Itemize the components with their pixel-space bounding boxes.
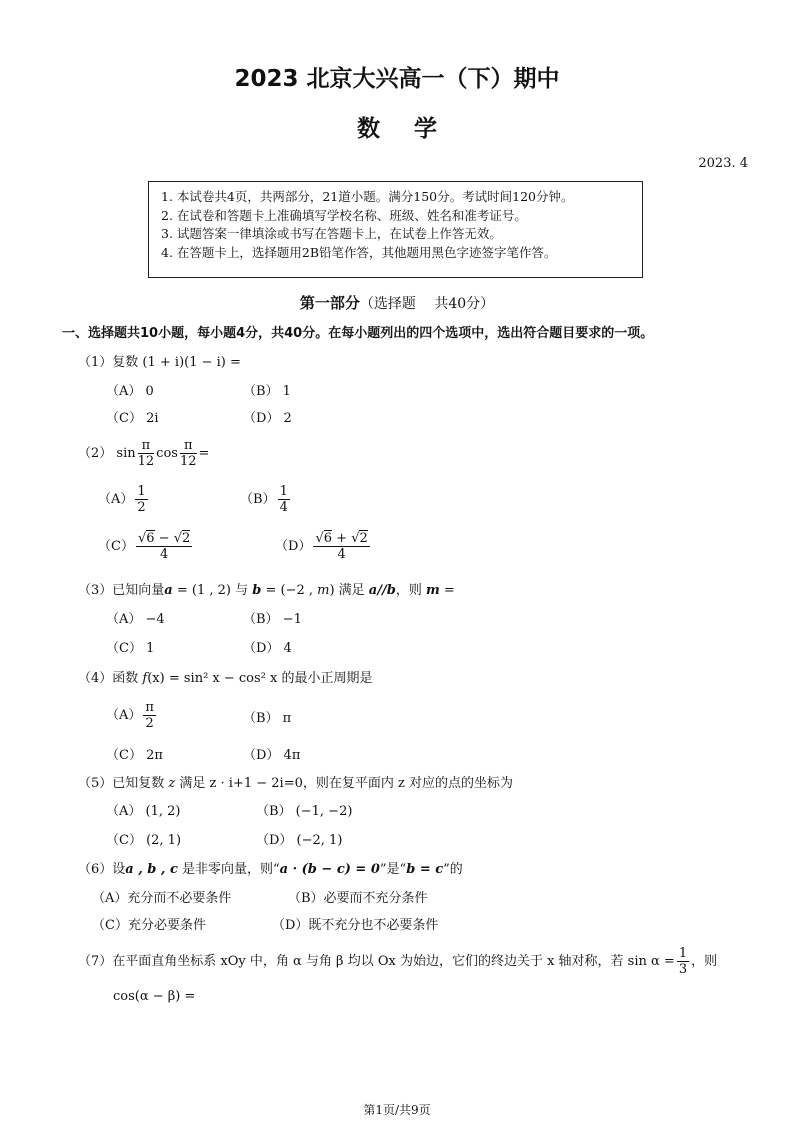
q4-option-a: （A） $\frac{\pi}{2}$ — [106, 700, 154, 731]
q1-stem: （1）复数 — [78, 355, 139, 370]
q1-expr: (1 + i)(1 − i) = — [142, 355, 241, 370]
question-4: （4）函数 f(x) = sin² x − cos² x 的最小正周期是 — [78, 671, 373, 686]
q1-option-c: （C） 2i — [106, 411, 159, 426]
q4-option-c: （C） 2π — [106, 748, 163, 763]
q6-option-d: （D）既不充分也不必要条件 — [272, 918, 439, 933]
question-5: （5）已知复数 z 满足 z · i+1 − 2i=0，则在复平面内 z 对应的点的坐标为 — [78, 776, 513, 791]
notice-box — [148, 181, 643, 278]
subject-title: 数学 — [357, 116, 471, 142]
q6-option-c: （C）充分必要条件 — [92, 918, 206, 933]
notice-line: 2. 在试卷和答题卡上准确填写学校名称、班级、姓名和准考证号。 — [161, 207, 527, 223]
q3-option-d: （D） 4 — [243, 641, 292, 656]
question-7-line2: cos(α − β) = — [113, 989, 196, 1004]
q2-option-b: （B） $\frac{1}{4}$ — [240, 484, 288, 515]
question-1 — [78, 351, 241, 370]
q7-frac: $\frac{1}{3}$ — [678, 946, 688, 977]
q6-option-b: （B）必要而不充分条件 — [288, 891, 428, 906]
q1-option-b: （B） 1 — [243, 384, 291, 399]
page-title: 2023 北京大兴高一（下）期中 — [234, 66, 560, 92]
q3-option-c: （C） 1 — [106, 641, 155, 656]
q2-eq: = — [198, 446, 210, 461]
q4-option-b: （B） π — [243, 711, 292, 726]
q2-frac-sin: $\frac{\pi}{12}$ — [137, 438, 155, 469]
q2-frac-cos: $\frac{\pi}{12}$ — [179, 438, 197, 469]
q3-option-b: （B） −1 — [243, 612, 302, 627]
q3-option-a: （A） −4 — [106, 612, 165, 627]
q5-option-c: （C） (2, 1) — [106, 833, 182, 848]
notice-line: 4. 在答题卡上，选择题用2B铅笔作答，其他题用黑色字迹签字笔作答。 — [161, 244, 557, 260]
part-title: 第一部分 — [299, 294, 360, 312]
q5-option-d: （D） (−2, 1) — [256, 833, 343, 848]
question-3: （3）已知向量a = (1 , 2) 与 b = (−2 , m) 满足 a//b，则 m = — [78, 583, 455, 598]
q2-option-a: （A） $\frac{1}{2}$ — [98, 484, 146, 515]
page-footer: 第1页/共9页 — [363, 1103, 431, 1117]
exam-date: 2023. 4 — [698, 156, 748, 171]
question-2 — [78, 438, 209, 469]
q5-option-b: （B） (−1, −2) — [256, 804, 353, 819]
q4-option-d: （D） 4π — [243, 748, 301, 763]
q2-option-c: （C） $\frac{√6 - √2}{4}$ — [98, 531, 191, 562]
part-heading — [0, 292, 794, 313]
section-heading: 一、选择题共10小题，每小题4分，共40分。在每小题列出的四个选项中，选出符合题目要求的一项。 — [62, 326, 654, 341]
q5-option-a: （A） (1, 2) — [106, 804, 181, 819]
q6-option-a: （A）充分而不必要条件 — [92, 891, 232, 906]
notice-line: 3. 试题答案一律填涂或书写在答题卡上，在试卷上作答无效。 — [161, 226, 502, 241]
question-7: （7）在平面直角坐标系 xOy 中，角 α 与角 β 均以 Ox 为始边，它们的终边关于 x 轴对称，若 sin α = $\frac{1}{3}$ ，则 — [78, 946, 718, 977]
part-note: （选择题 共40分） — [359, 296, 495, 312]
q2-sin: sin — [116, 446, 136, 461]
q2-option-d: （D） $\frac{√6 + √2}{4}$ — [275, 531, 368, 562]
notice-line: 1. 本试卷共4页，共两部分，21道小题。满分150分。考试时间120分钟。 — [161, 189, 574, 204]
q1-option-d: （D） 2 — [243, 411, 292, 426]
question-6: （6）设a , b , c 是非零向量，则“a · (b − c) = 0”是“b = c”的 — [78, 862, 463, 877]
q1-option-a: （A） 0 — [106, 384, 154, 399]
q2-cos: cos — [156, 446, 178, 461]
q2-stem: （2） — [78, 446, 113, 461]
